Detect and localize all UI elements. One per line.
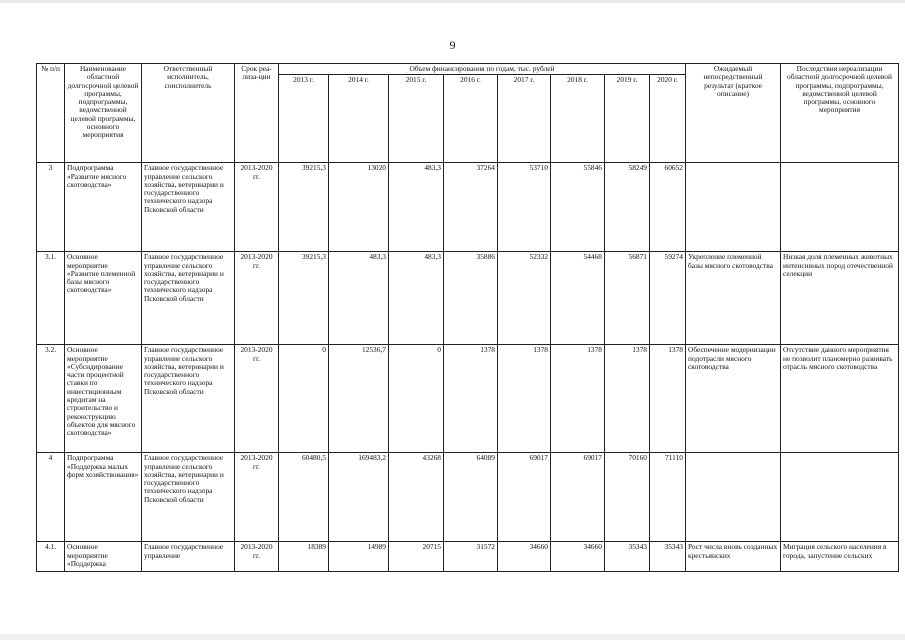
row-value-2017: 52332 xyxy=(498,252,551,345)
row-value-2016: 1378 xyxy=(444,345,498,453)
table-row xyxy=(37,163,899,252)
row-value-2017: 1378 xyxy=(498,345,551,453)
row-name: Подпрограмма «Развитие мясного скотоводства» xyxy=(65,163,142,252)
row-value-2015: 483,3 xyxy=(389,252,444,345)
funding-table xyxy=(36,63,899,572)
row-value-2013: 18389 xyxy=(279,542,329,572)
row-num: 4.1. xyxy=(37,542,65,572)
row-name: Основное мероприятие «Субсидирование части процентной ставки по инвестиционным кредитам на строительство и реконструкцию объектов для мясного скотоводства» xyxy=(65,345,142,453)
scan-edge-top xyxy=(0,0,905,3)
row-term: 2013-2020 гг. xyxy=(235,453,279,542)
row-num: 3.1. xyxy=(37,252,65,345)
row-value-2016: 35886 xyxy=(444,252,498,345)
row-value-2019: 35343 xyxy=(605,542,650,572)
row-value-2015: 20715 xyxy=(389,542,444,572)
row-executor: Главное государственное управление сельского хозяйства, ветеринарии и государственного технического надзора Псковской области xyxy=(142,252,235,345)
header-year-2017: 2017 г. xyxy=(498,75,551,163)
row-consequences: Низкая доля племенных животных интенсивных пород отечественной селекции xyxy=(781,252,899,345)
row-value-2014: 169483,2 xyxy=(329,453,389,542)
header-year-2016: 2016 г. xyxy=(444,75,498,163)
row-value-2014: 14989 xyxy=(329,542,389,572)
row-value-2019: 70160 xyxy=(605,453,650,542)
row-value-2018: 69017 xyxy=(551,453,605,542)
row-value-2016: 31572 xyxy=(444,542,498,572)
row-executor: Главное государственное управление xyxy=(142,542,235,572)
row-value-2020: 1378 xyxy=(650,345,686,453)
row-value-2020: 59274 xyxy=(650,252,686,345)
table-row xyxy=(37,345,899,453)
row-executor: Главное государственное управление сельского хозяйства, ветеринарии и государственного технического надзора Псковской области xyxy=(142,345,235,453)
row-term: 2013-2020 гг. xyxy=(235,542,279,572)
row-value-2013: 39215,3 xyxy=(279,163,329,252)
row-value-2019: 1378 xyxy=(605,345,650,453)
row-term: 2013-2020 гг. xyxy=(235,252,279,345)
header-row-top xyxy=(37,64,899,75)
header-term: Срок реа-лиза-ции xyxy=(235,64,279,163)
header-year-2013: 2013 г. xyxy=(279,75,329,163)
row-executor: Главное государственное управление сельского хозяйства, ветеринарии и государственного технического надзора Псковской области xyxy=(142,453,235,542)
row-value-2018: 1378 xyxy=(551,345,605,453)
row-result: Обеспечение модернизации подотрасли мясного скотоводства xyxy=(686,345,781,453)
row-value-2020: 35343 xyxy=(650,542,686,572)
row-consequences xyxy=(781,453,899,542)
row-name: Основное мероприятие «Развитие племенной базы мясного скотоводства» xyxy=(65,252,142,345)
row-result xyxy=(686,163,781,252)
row-consequences: Отсутствие данного мероприятия не позволит планомерно развивать отрасль мясного скотоводства xyxy=(781,345,899,453)
row-value-2019: 58249 xyxy=(605,163,650,252)
header-funding: Объем финансирования по годам, тыс. рублей xyxy=(279,64,686,75)
row-term: 2013-2020 гг. xyxy=(235,163,279,252)
header-result: Ожидаемый непосредственный результат (краткое описание) xyxy=(686,64,781,163)
row-value-2018: 54468 xyxy=(551,252,605,345)
row-value-2013: 0 xyxy=(279,345,329,453)
row-value-2014: 12536,7 xyxy=(329,345,389,453)
page-number: 9 xyxy=(449,38,456,52)
row-consequences xyxy=(781,163,899,252)
row-value-2018: 55846 xyxy=(551,163,605,252)
row-value-2014: 483,3 xyxy=(329,252,389,345)
table-row xyxy=(37,252,899,345)
row-value-2018: 34660 xyxy=(551,542,605,572)
scan-edge-bottom xyxy=(0,634,905,640)
row-value-2014: 13020 xyxy=(329,163,389,252)
row-value-2020: 71110 xyxy=(650,453,686,542)
header-consequences: Последствия нереализации областной долгосрочной целевой программы, подпрограммы, ведомственной целевой программы, основного мероприятия xyxy=(781,64,899,163)
table-row xyxy=(37,542,899,572)
row-value-2015: 0 xyxy=(389,345,444,453)
row-num: 3.2. xyxy=(37,345,65,453)
table-row xyxy=(37,453,899,542)
row-value-2016: 64089 xyxy=(444,453,498,542)
row-value-2017: 53710 xyxy=(498,163,551,252)
header-num: № п/п xyxy=(37,64,65,163)
row-value-2017: 34660 xyxy=(498,542,551,572)
header-name: Наименование областной долгосрочной целевой программы, подпрограммы, ведомственной целевой программы, основного мероприятия xyxy=(65,64,142,163)
row-num: 3 xyxy=(37,163,65,252)
row-name: Основное мероприятие «Поддержка xyxy=(65,542,142,572)
row-value-2017: 69017 xyxy=(498,453,551,542)
row-value-2015: 43268 xyxy=(389,453,444,542)
row-value-2016: 37264 xyxy=(444,163,498,252)
row-result xyxy=(686,453,781,542)
header-executor: Ответственный исполнитель, соисполнитель xyxy=(142,64,235,163)
row-value-2013: 39215,3 xyxy=(279,252,329,345)
header-year-2015: 2015 г. xyxy=(389,75,444,163)
row-value-2013: 60480,5 xyxy=(279,453,329,542)
row-result: Рост числа вновь созданных крестьянских xyxy=(686,542,781,572)
header-year-2020: 2020 г. xyxy=(650,75,686,163)
header-year-2014: 2014 г. xyxy=(329,75,389,163)
row-result: Укрепление племенной базы мясного скотоводства xyxy=(686,252,781,345)
header-year-2019: 2019 г. xyxy=(605,75,650,163)
header-year-2018: 2018 г. xyxy=(551,75,605,163)
row-value-2019: 56871 xyxy=(605,252,650,345)
row-num: 4 xyxy=(37,453,65,542)
row-value-2015: 483,3 xyxy=(389,163,444,252)
row-name: Подпрограмма «Поддержка малых форм хозяйствования» xyxy=(65,453,142,542)
row-executor: Главное государственное управление сельского хозяйства, ветеринарии и государственного технического надзора Псковской области xyxy=(142,163,235,252)
row-consequences: Миграция сельского населения в города, запустение сельских xyxy=(781,542,899,572)
row-value-2020: 60652 xyxy=(650,163,686,252)
row-term: 2013-2020 гг. xyxy=(235,345,279,453)
